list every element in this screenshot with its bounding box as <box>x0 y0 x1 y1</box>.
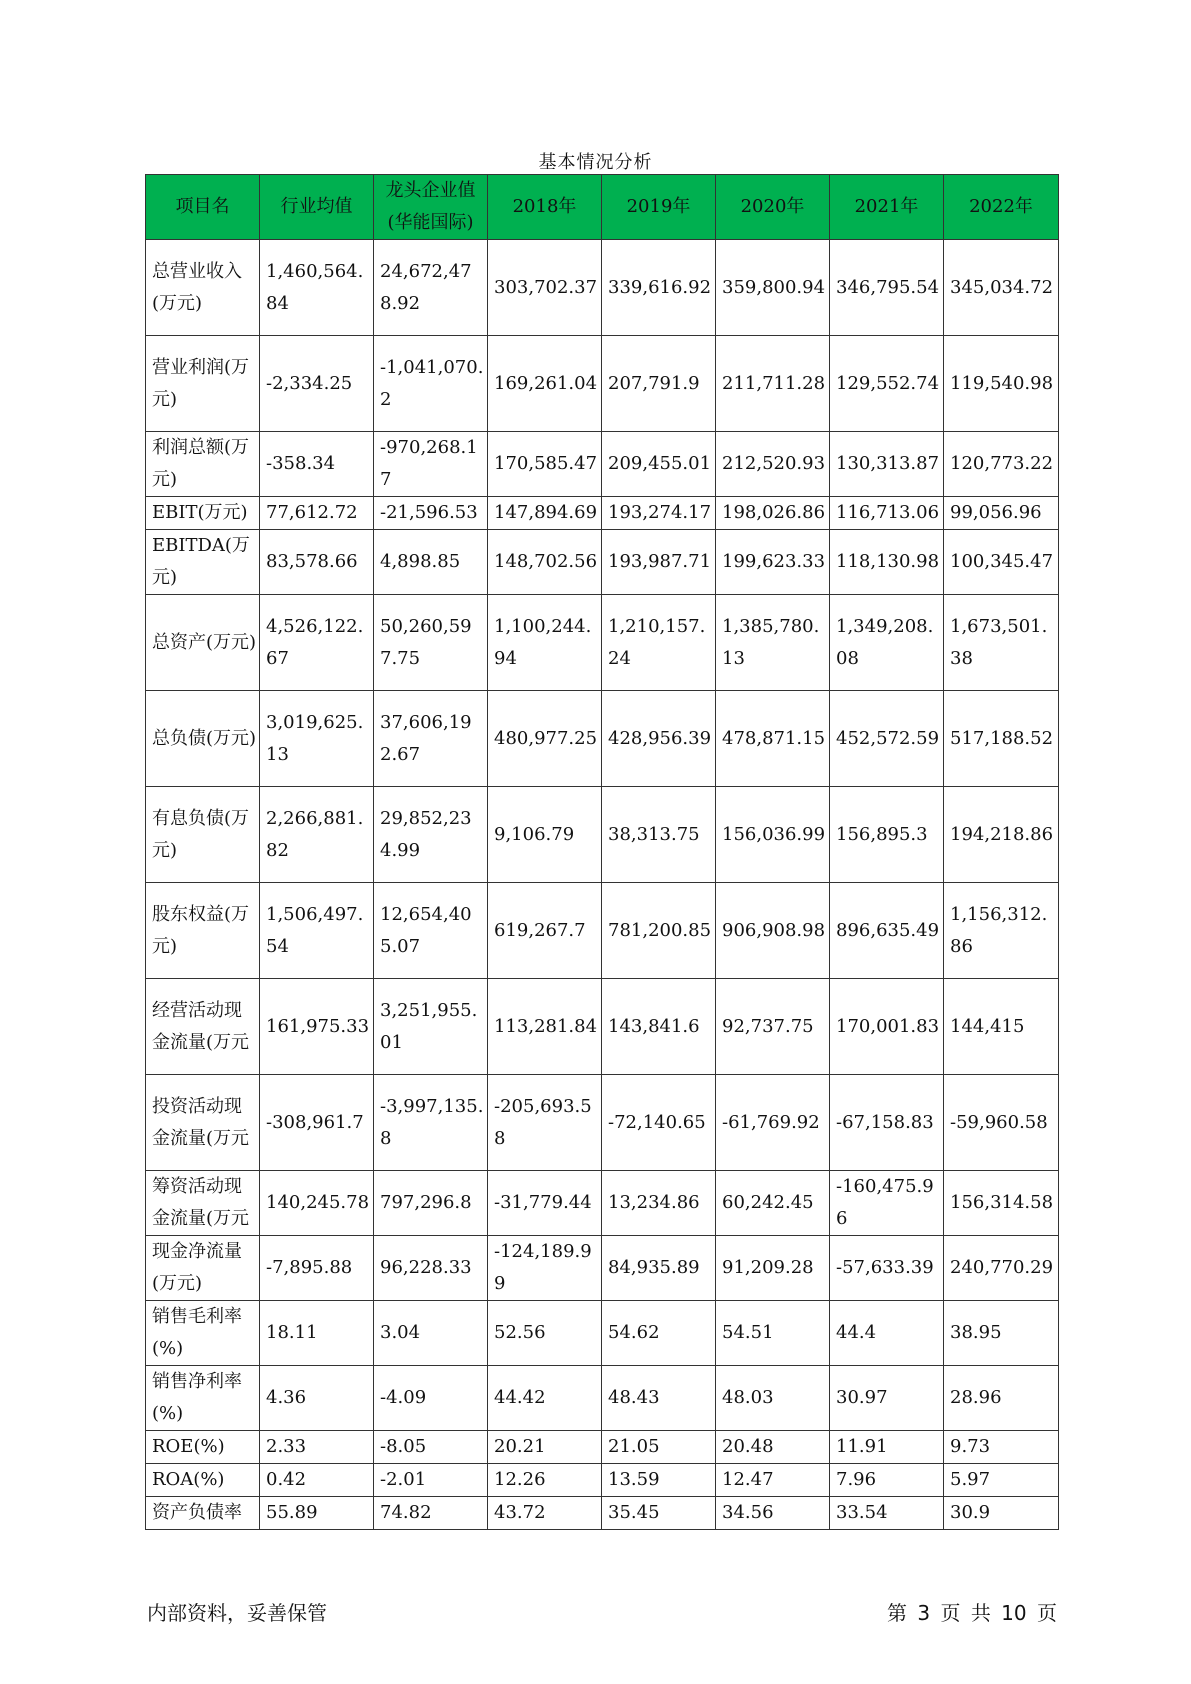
table-cell: 1,673,501.38 <box>944 595 1059 691</box>
table-cell: 11.91 <box>830 1431 944 1464</box>
table-cell: 24,672,478.92 <box>374 240 488 336</box>
header-cell: 龙头企业值(华能国际) <box>374 175 488 240</box>
table-cell: 99,056.96 <box>944 497 1059 530</box>
row-label: 股东权益(万元) <box>146 883 260 979</box>
table-cell: 91,209.28 <box>716 1236 830 1301</box>
table-cell: 18.11 <box>260 1301 374 1366</box>
table-cell: -4.09 <box>374 1366 488 1431</box>
table-cell: 1,506,497.54 <box>260 883 374 979</box>
table-cell: 119,540.98 <box>944 336 1059 432</box>
table-cell: 2,266,881.82 <box>260 787 374 883</box>
table-cell: 0.42 <box>260 1464 374 1497</box>
table-cell: 517,188.52 <box>944 691 1059 787</box>
header-row <box>146 175 1059 240</box>
row-label: EBITDA(万元) <box>146 530 260 595</box>
table-cell: 619,267.7 <box>488 883 602 979</box>
table-cell: 43.72 <box>488 1497 602 1530</box>
table-cell: 28.96 <box>944 1366 1059 1431</box>
table-cell: 209,455.01 <box>602 432 716 497</box>
row-label: 总营业收入(万元) <box>146 240 260 336</box>
table-cell: 35.45 <box>602 1497 716 1530</box>
table-cell: -205,693.58 <box>488 1075 602 1171</box>
row-label: 利润总额(万元) <box>146 432 260 497</box>
table-cell: -8.05 <box>374 1431 488 1464</box>
table-cell: 143,841.6 <box>602 979 716 1075</box>
table-cell: 1,156,312.86 <box>944 883 1059 979</box>
table-cell: 345,034.72 <box>944 240 1059 336</box>
row-label: 资产负债率 <box>146 1497 260 1530</box>
footer-page-number: 第 3 页 共 10 页 <box>887 1601 1057 1625</box>
footer-confidential-note: 内部资料，妥善保管 <box>147 1601 327 1625</box>
table-cell: 38,313.75 <box>602 787 716 883</box>
table-cell: 193,274.17 <box>602 497 716 530</box>
table-cell: 156,895.3 <box>830 787 944 883</box>
table-cell: -7,895.88 <box>260 1236 374 1301</box>
row-label: ROE(%) <box>146 1431 260 1464</box>
table-cell: 148,702.56 <box>488 530 602 595</box>
table-cell: -61,769.92 <box>716 1075 830 1171</box>
table-cell: 478,871.15 <box>716 691 830 787</box>
table-row <box>146 1497 1059 1530</box>
table-cell: 21.05 <box>602 1431 716 1464</box>
header-cell: 2022年 <box>944 175 1059 240</box>
table-cell: 2.33 <box>260 1431 374 1464</box>
table-cell: 144,415 <box>944 979 1059 1075</box>
header-cell: 2021年 <box>830 175 944 240</box>
table-row <box>146 1301 1059 1366</box>
table-cell: 33.54 <box>830 1497 944 1530</box>
table-cell: 20.48 <box>716 1431 830 1464</box>
table-cell: 156,314.58 <box>944 1171 1059 1236</box>
table-row <box>146 1366 1059 1431</box>
table-row <box>146 595 1059 691</box>
table-cell: 60,242.45 <box>716 1171 830 1236</box>
table-cell: 3,251,955.01 <box>374 979 488 1075</box>
table-cell: 346,795.54 <box>830 240 944 336</box>
row-label: 销售净利率(%) <box>146 1366 260 1431</box>
table-cell: -308,961.7 <box>260 1075 374 1171</box>
row-label: 经营活动现金流量(万元 <box>146 979 260 1075</box>
table-cell: 29,852,234.99 <box>374 787 488 883</box>
table-cell: 169,261.04 <box>488 336 602 432</box>
table-row <box>146 336 1059 432</box>
table-cell: 147,894.69 <box>488 497 602 530</box>
financial-table <box>145 174 1059 1530</box>
table-cell: 3,019,625.13 <box>260 691 374 787</box>
table-cell: 74.82 <box>374 1497 488 1530</box>
table-cell: -21,596.53 <box>374 497 488 530</box>
table-cell: 140,245.78 <box>260 1171 374 1236</box>
row-label: 筹资活动现金流量(万元 <box>146 1171 260 1236</box>
table-row <box>146 883 1059 979</box>
table-cell: 44.4 <box>830 1301 944 1366</box>
table-cell: -72,140.65 <box>602 1075 716 1171</box>
row-label: 现金净流量(万元) <box>146 1236 260 1301</box>
table-cell: 781,200.85 <box>602 883 716 979</box>
table-cell: 48.43 <box>602 1366 716 1431</box>
table-cell: 9,106.79 <box>488 787 602 883</box>
table-cell: 34.56 <box>716 1497 830 1530</box>
table-cell: 161,975.33 <box>260 979 374 1075</box>
table-cell: 7.96 <box>830 1464 944 1497</box>
table-cell: -57,633.39 <box>830 1236 944 1301</box>
table-cell: 120,773.22 <box>944 432 1059 497</box>
header-cell: 2019年 <box>602 175 716 240</box>
table-row <box>146 1236 1059 1301</box>
row-label: 总负债(万元) <box>146 691 260 787</box>
table-cell: 452,572.59 <box>830 691 944 787</box>
table-cell: 359,800.94 <box>716 240 830 336</box>
table-cell: 92,737.75 <box>716 979 830 1075</box>
row-label: ROA(%) <box>146 1464 260 1497</box>
table-cell: 1,349,208.08 <box>830 595 944 691</box>
table-cell: 13,234.86 <box>602 1171 716 1236</box>
header-cell: 2018年 <box>488 175 602 240</box>
table-cell: -124,189.99 <box>488 1236 602 1301</box>
row-label: 有息负债(万元) <box>146 787 260 883</box>
table-cell: 896,635.49 <box>830 883 944 979</box>
table-row <box>146 1464 1059 1497</box>
table-cell: 96,228.33 <box>374 1236 488 1301</box>
table-cell: 129,552.74 <box>830 336 944 432</box>
header-cell: 行业均值 <box>260 175 374 240</box>
table-cell: 4,898.85 <box>374 530 488 595</box>
table-cell: 480,977.25 <box>488 691 602 787</box>
table-cell: 240,770.29 <box>944 1236 1059 1301</box>
table-cell: 84,935.89 <box>602 1236 716 1301</box>
table-cell: -3,997,135.8 <box>374 1075 488 1171</box>
table-cell: 55.89 <box>260 1497 374 1530</box>
table-cell: 37,606,192.67 <box>374 691 488 787</box>
table-cell: 170,585.47 <box>488 432 602 497</box>
table-cell: 170,001.83 <box>830 979 944 1075</box>
table-cell: -358.34 <box>260 432 374 497</box>
table-title: 基本情况分析 <box>538 152 653 173</box>
table-cell: -31,779.44 <box>488 1171 602 1236</box>
table-cell: -67,158.83 <box>830 1075 944 1171</box>
table-cell: 207,791.9 <box>602 336 716 432</box>
table-cell: -59,960.58 <box>944 1075 1059 1171</box>
table-cell: 100,345.47 <box>944 530 1059 595</box>
table-row <box>146 1171 1059 1236</box>
row-label: EBIT(万元) <box>146 497 260 530</box>
table-cell: 12,654,405.07 <box>374 883 488 979</box>
table-cell: 4.36 <box>260 1366 374 1431</box>
table-cell: 797,296.8 <box>374 1171 488 1236</box>
table-row <box>146 240 1059 336</box>
table-cell: 30.9 <box>944 1497 1059 1530</box>
table-cell: 199,623.33 <box>716 530 830 595</box>
table-cell: 54.62 <box>602 1301 716 1366</box>
table-cell: 50,260,597.75 <box>374 595 488 691</box>
table-cell: 118,130.98 <box>830 530 944 595</box>
row-label: 营业利润(万元) <box>146 336 260 432</box>
table-cell: 1,210,157.24 <box>602 595 716 691</box>
table-cell: -970,268.17 <box>374 432 488 497</box>
table-cell: -160,475.96 <box>830 1171 944 1236</box>
table-cell: 30.97 <box>830 1366 944 1431</box>
table-cell: 906,908.98 <box>716 883 830 979</box>
table-row <box>146 497 1059 530</box>
table-cell: 5.97 <box>944 1464 1059 1497</box>
table-cell: 428,956.39 <box>602 691 716 787</box>
table-cell: 12.47 <box>716 1464 830 1497</box>
header-cell: 项目名 <box>146 175 260 240</box>
table-cell: 44.42 <box>488 1366 602 1431</box>
table-cell: 4,526,122.67 <box>260 595 374 691</box>
table-cell: 77,612.72 <box>260 497 374 530</box>
table-cell: 52.56 <box>488 1301 602 1366</box>
table-row <box>146 530 1059 595</box>
table-cell: -1,041,070.2 <box>374 336 488 432</box>
table-cell: 12.26 <box>488 1464 602 1497</box>
row-label: 销售毛利率(%) <box>146 1301 260 1366</box>
header-cell: 2020年 <box>716 175 830 240</box>
table-cell: 113,281.84 <box>488 979 602 1075</box>
table-row <box>146 432 1059 497</box>
table-cell: 9.73 <box>944 1431 1059 1464</box>
table-cell: 211,711.28 <box>716 336 830 432</box>
table-cell: 212,520.93 <box>716 432 830 497</box>
table-cell: 38.95 <box>944 1301 1059 1366</box>
table-cell: -2.01 <box>374 1464 488 1497</box>
table-row <box>146 787 1059 883</box>
table-cell: 1,385,780.13 <box>716 595 830 691</box>
table-cell: 198,026.86 <box>716 497 830 530</box>
table-cell: 303,702.37 <box>488 240 602 336</box>
table-cell: 130,313.87 <box>830 432 944 497</box>
row-label: 投资活动现金流量(万元 <box>146 1075 260 1171</box>
table-cell: 54.51 <box>716 1301 830 1366</box>
table-cell: 3.04 <box>374 1301 488 1366</box>
table-cell: 48.03 <box>716 1366 830 1431</box>
table-cell: 1,460,564.84 <box>260 240 374 336</box>
table-row <box>146 1075 1059 1171</box>
table-cell: 193,987.71 <box>602 530 716 595</box>
table-row <box>146 1431 1059 1464</box>
table-cell: 194,218.86 <box>944 787 1059 883</box>
table-row <box>146 691 1059 787</box>
table-cell: 83,578.66 <box>260 530 374 595</box>
table-cell: 156,036.99 <box>716 787 830 883</box>
table-cell: -2,334.25 <box>260 336 374 432</box>
table-row <box>146 979 1059 1075</box>
table-cell: 116,713.06 <box>830 497 944 530</box>
table-cell: 1,100,244.94 <box>488 595 602 691</box>
table-cell: 339,616.92 <box>602 240 716 336</box>
row-label: 总资产(万元) <box>146 595 260 691</box>
table-cell: 13.59 <box>602 1464 716 1497</box>
table-cell: 20.21 <box>488 1431 602 1464</box>
